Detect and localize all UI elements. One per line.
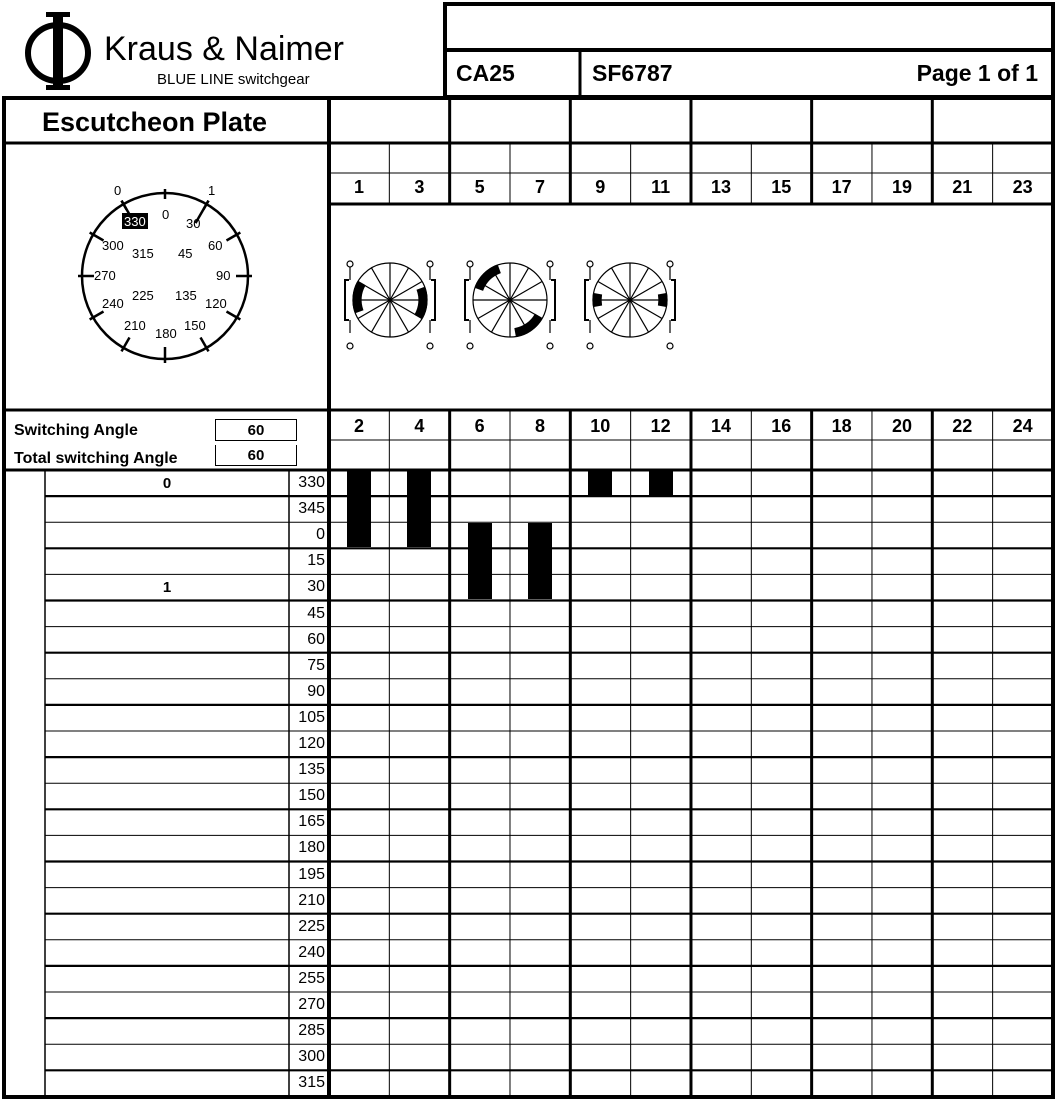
terminal-21: 21 (952, 177, 973, 197)
dial-angle-330: 330 (124, 214, 146, 229)
contact-wheel (345, 261, 435, 349)
row-angle: 315 (298, 1074, 325, 1092)
dial-angle-90: 90 (216, 268, 231, 283)
terminal-1: 1 (353, 177, 364, 197)
row-angle: 330 (298, 474, 325, 491)
terminal-14: 14 (710, 416, 731, 436)
dial-outer-label-0: 0 (114, 183, 122, 198)
dial-angle-30: 30 (186, 216, 201, 231)
dial-angle-120: 120 (205, 296, 227, 311)
row-angle: 30 (307, 578, 325, 596)
row-angle: 195 (298, 865, 325, 883)
row-angle: 150 (298, 787, 325, 805)
terminal-11: 11 (651, 177, 671, 197)
dial-angle-225: 225 (132, 288, 154, 303)
row-angle: 255 (298, 969, 325, 987)
terminal-5: 5 (474, 177, 485, 197)
kraus-naimer-logo (22, 10, 94, 92)
row-angle: 240 (298, 943, 325, 961)
dial-angle-180: 180 (155, 326, 177, 341)
closure-mark-7-8 (528, 523, 552, 599)
terminal-16: 16 (771, 416, 792, 436)
switching-angle-label: Switching Angle (14, 422, 138, 439)
closure-mark-3-4 (407, 471, 431, 547)
dial-angle-150: 150 (184, 318, 206, 333)
company-tagline: BLUE LINE switchgear (157, 71, 310, 88)
dial-angle-60: 60 (208, 238, 223, 253)
row-angle: 165 (298, 813, 325, 831)
dial-angle-45: 45 (178, 246, 193, 261)
dial-angle-315: 315 (132, 246, 154, 261)
terminal-13: 13 (710, 177, 731, 197)
switching-angle-value: 60 (215, 419, 297, 441)
row-angle: 0 (316, 526, 325, 544)
row-angle: 180 (298, 839, 325, 857)
dial-angle-270: 270 (94, 268, 116, 283)
terminal-4: 4 (414, 416, 425, 436)
row-angle: 285 (298, 1022, 325, 1040)
dial-angle-240: 240 (102, 296, 124, 311)
row-angle: 345 (298, 500, 325, 518)
row-position-label: 0 (162, 475, 172, 492)
row-angle: 300 (298, 1048, 325, 1066)
total-switching-angle-value: 60 (215, 445, 297, 466)
program-number: SF6787 (592, 60, 673, 86)
terminal-22: 22 (952, 416, 973, 436)
terminal-8: 8 (534, 416, 545, 436)
terminal-23: 23 (1012, 177, 1033, 197)
closure-mark-5-6 (468, 523, 492, 599)
company-name: Kraus & Naimer (104, 30, 344, 68)
row-angle: 75 (307, 656, 325, 674)
terminal-24: 24 (1012, 416, 1033, 436)
terminal-12: 12 (650, 416, 671, 436)
dial-angle-0: 0 (162, 207, 170, 222)
terminal-15: 15 (771, 177, 792, 197)
dial-outer-label-1: 1 (208, 183, 216, 198)
row-angle: 270 (298, 996, 325, 1013)
row-angle: 60 (307, 630, 325, 648)
row-angle: 120 (298, 735, 325, 752)
terminal-19: 19 (891, 177, 912, 197)
contact-symbols (335, 255, 695, 355)
dial-angle-300: 300 (102, 238, 124, 253)
closure-mark-11-12 (649, 471, 673, 495)
row-angle: 105 (298, 708, 325, 726)
terminal-20: 20 (891, 416, 912, 436)
total-switching-angle-label: Total switching Angle (14, 450, 178, 467)
terminal-10: 10 (590, 416, 611, 436)
row-angle: 135 (298, 761, 325, 779)
row-angle: 15 (307, 552, 325, 570)
terminal-9: 9 (595, 177, 606, 197)
section-title: Escutcheon Plate (42, 107, 268, 137)
contact-wheel (465, 261, 555, 349)
row-position-label: 1 (162, 579, 172, 597)
dial-angle-135: 135 (175, 288, 197, 303)
terminal-3: 3 (414, 177, 425, 197)
terminal-6: 6 (474, 416, 485, 436)
closure-mark-1-2 (347, 471, 371, 547)
series-label: CA25 (456, 60, 515, 86)
page-indicator: Page 1 of 1 (916, 60, 1038, 86)
terminal-17: 17 (831, 177, 852, 197)
terminal-18: 18 (831, 416, 852, 436)
terminal-2: 2 (353, 416, 364, 436)
closure-mark-9-10 (588, 471, 612, 495)
contact-wheel (585, 261, 675, 349)
terminal-7: 7 (534, 177, 545, 197)
dial-angle-210: 210 (124, 318, 146, 333)
row-angle: 45 (307, 604, 325, 622)
row-angle: 210 (298, 891, 325, 909)
row-angle: 225 (298, 917, 325, 935)
row-angle: 90 (307, 682, 325, 700)
